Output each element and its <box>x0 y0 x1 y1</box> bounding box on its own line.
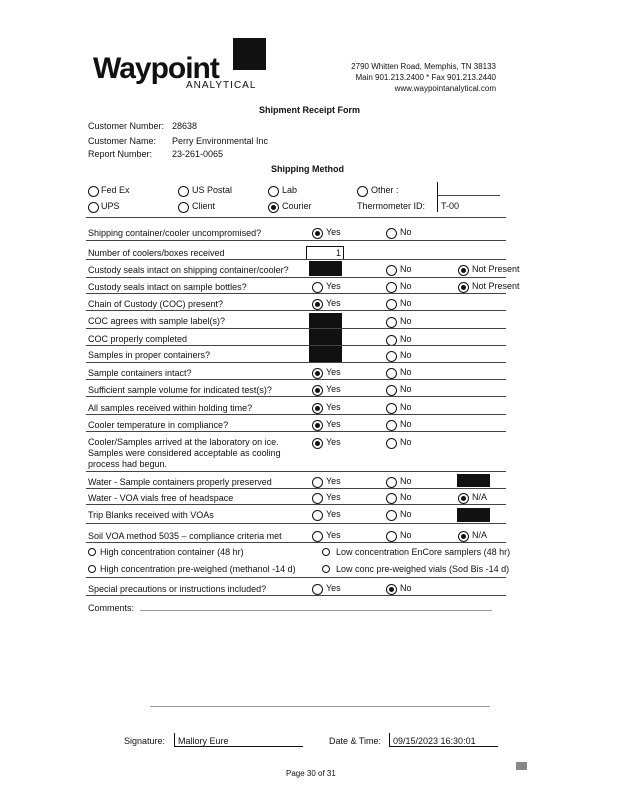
signature-value: Mallory Eure <box>178 736 229 746</box>
row-divider <box>86 328 506 329</box>
row-divider <box>86 542 506 543</box>
radio-q2-not-present[interactable] <box>458 265 469 276</box>
option-fedex: Fed Ex <box>101 185 130 195</box>
coolers-count-value: 1 <box>336 248 342 258</box>
row-divider <box>86 471 506 472</box>
radio-q12-yes[interactable] <box>312 438 323 449</box>
q10-yes-label: Yes <box>326 402 341 412</box>
customer-number-label: Customer Number: <box>88 121 165 131</box>
redaction-block <box>309 261 342 276</box>
q-arrived-on-ice-line2: Samples were considered acceptable as cooling <box>88 448 281 458</box>
radio-q13-no[interactable] <box>386 477 397 488</box>
row-divider <box>86 277 506 278</box>
radio-low-conc-encore[interactable] <box>322 548 330 556</box>
radio-q2-no[interactable] <box>386 265 397 276</box>
shipping-method-title: Shipping Method <box>271 164 344 174</box>
radio-low-conc-preweighed[interactable] <box>322 565 330 573</box>
radio-q11-no[interactable] <box>386 420 397 431</box>
row-divider <box>86 259 506 260</box>
special-yes-label: Yes <box>326 583 341 593</box>
radio-fedex[interactable] <box>88 186 99 197</box>
radio-client[interactable] <box>178 202 189 213</box>
q-arrived-on-ice-line3: process had begun. <box>88 459 168 469</box>
q14-na-label: N/A <box>472 492 488 502</box>
row-divider <box>86 431 506 432</box>
q-arrived-on-ice: Cooler/Samples arrived at the laboratory on ice. <box>88 437 279 447</box>
row-divider <box>86 488 506 489</box>
radio-q15-yes[interactable] <box>312 510 323 521</box>
radio-special-yes[interactable] <box>312 584 323 595</box>
q14-yes-label: Yes <box>326 492 341 502</box>
brand-logo-subtext: ANALYTICAL <box>186 80 257 91</box>
logo-redaction <box>233 38 266 70</box>
radio-q14-yes[interactable] <box>312 493 323 504</box>
radio-other[interactable] <box>357 186 368 197</box>
form-title: Shipment Receipt Form <box>259 105 361 115</box>
row-divider <box>86 414 506 415</box>
radio-courier[interactable] <box>268 202 279 213</box>
address-line-1: 2790 Whitten Road, Memphis, TN 38133 <box>351 62 496 71</box>
customer-number-value: 28638 <box>172 121 198 131</box>
q3-no-label: No <box>400 281 412 291</box>
option-ups: UPS <box>101 201 120 211</box>
radio-q12-no[interactable] <box>386 438 397 449</box>
soil-high-conc-preweighed: High concentration pre-weighed (methanol -14 d) <box>100 564 296 574</box>
row-divider <box>86 577 506 578</box>
radio-us-postal[interactable] <box>178 186 189 197</box>
row-divider <box>86 362 506 363</box>
radio-q8-no[interactable] <box>386 368 397 379</box>
q11-yes-label: Yes <box>326 419 341 429</box>
q8-no-label: No <box>400 367 412 377</box>
customer-name-value: Perry Environmental Inc <box>172 136 269 146</box>
address-line-2: Main 901.213.2400 * Fax 901.213.2440 <box>355 73 496 82</box>
customer-name-label: Customer Name: <box>88 136 157 146</box>
special-no-label: No <box>400 583 412 593</box>
radio-q16-no[interactable] <box>386 531 397 542</box>
q-proper-containers: Samples in proper containers? <box>88 350 211 360</box>
q4-no-label: No <box>400 298 412 308</box>
report-number-label: Report Number: <box>88 149 153 159</box>
q-holding-time: All samples received within holding time? <box>88 403 253 413</box>
q-coc-present: Chain of Custody (COC) present? <box>88 299 224 309</box>
section-divider <box>86 217 506 218</box>
q9-no-label: No <box>400 384 412 394</box>
q15-yes-label: Yes <box>326 509 341 519</box>
radio-q0-yes[interactable] <box>312 228 323 239</box>
row-divider <box>86 396 506 397</box>
q16-no-label: No <box>400 530 412 540</box>
comments-line[interactable] <box>150 706 490 707</box>
radio-q14-no[interactable] <box>386 493 397 504</box>
soil-low-conc-encore: Low concentration EnCore samplers (48 hr) <box>336 547 511 557</box>
q13-yes-label: Yes <box>326 476 341 486</box>
redaction-block <box>457 474 490 487</box>
radio-q0-no[interactable] <box>386 228 397 239</box>
q8-yes-label: Yes <box>326 367 341 377</box>
soil-high-conc-container: High concentration container (48 hr) <box>100 547 244 557</box>
q-coc-completed: COC properly completed <box>88 334 188 344</box>
radio-q8-yes[interactable] <box>312 368 323 379</box>
q13-no-label: No <box>400 476 412 486</box>
thermometer-label: Thermometer ID: <box>357 201 426 211</box>
q-special-precautions: Special precautions or instructions included? <box>88 584 267 594</box>
radio-q11-yes[interactable] <box>312 420 323 431</box>
q6-no-label: No <box>400 334 412 344</box>
radio-high-conc-container[interactable] <box>88 548 96 556</box>
q15-no-label: No <box>400 509 412 519</box>
q-shipping-container: Shipping container/cooler uncompromised? <box>88 228 262 238</box>
option-client: Client <box>192 201 216 211</box>
radio-q10-no[interactable] <box>386 403 397 414</box>
soil-low-conc-preweighed: Low conc pre-weighed vials (Sod Bis -14 d) <box>336 564 510 574</box>
q-water-preserved: Water - Sample containers properly preserved <box>88 477 272 487</box>
row-divider <box>86 293 506 294</box>
q-custody-seals-bottles: Custody seals intact on sample bottles? <box>88 282 247 292</box>
date-time-value: 09/15/2023 16:30:01 <box>393 736 476 746</box>
row-divider <box>86 310 506 311</box>
address-line-3: www.waypointanalytical.com <box>394 84 496 93</box>
q-custody-seals-cooler: Custody seals intact on shipping container/cooler? <box>88 265 289 275</box>
radio-q7-no[interactable] <box>386 351 397 362</box>
radio-q15-no[interactable] <box>386 510 397 521</box>
q-cooler-temperature: Cooler temperature in compliance? <box>88 420 229 430</box>
q16-yes-label: Yes <box>326 530 341 540</box>
q3-not-present-label: Not Present <box>472 281 520 291</box>
radio-q4-yes[interactable] <box>312 299 323 310</box>
radio-q3-not-present[interactable] <box>458 282 469 293</box>
q0-no-label: No <box>400 227 412 237</box>
q3-yes-label: Yes <box>326 281 341 291</box>
radio-lab[interactable] <box>268 186 279 197</box>
q9-yes-label: Yes <box>326 384 341 394</box>
option-us-postal: US Postal <box>192 185 233 195</box>
q-voa-headspace: Water - VOA vials free of headspace <box>88 493 234 503</box>
q14-no-label: No <box>400 492 412 502</box>
radio-q10-yes[interactable] <box>312 403 323 414</box>
brand-logo-text: Waypoint <box>93 52 219 85</box>
radio-ups[interactable] <box>88 202 99 213</box>
comments-line[interactable] <box>140 610 492 611</box>
option-courier: Courier <box>282 201 312 211</box>
q-soil-voa: Soil VOA method 5035 – compliance criteria met <box>88 531 282 541</box>
row-divider <box>86 523 506 524</box>
q4-yes-label: Yes <box>326 298 341 308</box>
q7-no-label: No <box>400 350 412 360</box>
thermometer-value[interactable]: T-00 <box>441 201 460 211</box>
radio-q3-yes[interactable] <box>312 282 323 293</box>
q16-na-label: N/A <box>472 530 488 540</box>
option-lab: Lab <box>282 185 298 195</box>
radio-q14-na[interactable] <box>458 493 469 504</box>
radio-special-no[interactable] <box>386 584 397 595</box>
redaction-block <box>309 313 342 363</box>
q11-no-label: No <box>400 419 412 429</box>
radio-q4-no[interactable] <box>386 299 397 310</box>
q2-no-label: No <box>400 264 412 274</box>
radio-q9-no[interactable] <box>386 385 397 396</box>
row-divider <box>86 595 506 596</box>
report-number-value: 23-261-0065 <box>172 149 224 159</box>
radio-q16-na[interactable] <box>458 531 469 542</box>
row-divider <box>86 379 506 380</box>
radio-q5-no[interactable] <box>386 317 397 328</box>
radio-q9-yes[interactable] <box>312 385 323 396</box>
radio-high-conc-preweighed[interactable] <box>88 565 96 573</box>
radio-q13-yes[interactable] <box>312 477 323 488</box>
radio-q16-yes[interactable] <box>312 531 323 542</box>
signature-label: Signature: <box>124 736 166 746</box>
comments-label: Comments: <box>88 603 135 613</box>
footer-mark <box>516 762 527 770</box>
q12-no-label: No <box>400 437 412 447</box>
q-number-coolers: Number of coolers/boxes received <box>88 248 225 258</box>
q-trip-blanks: Trip Blanks received with VOAs <box>88 510 214 520</box>
q12-yes-label: Yes <box>326 437 341 447</box>
redaction-block <box>457 508 490 522</box>
q-coc-agrees: COC agrees with sample label(s)? <box>88 316 226 326</box>
row-divider <box>86 240 506 241</box>
q-containers-intact: Sample containers intact? <box>88 368 192 378</box>
option-other: Other : <box>371 185 399 195</box>
row-divider <box>86 345 506 346</box>
date-time-label: Date & Time: <box>329 736 382 746</box>
page-number: Page 30 of 31 <box>286 769 336 778</box>
q0-yes-label: Yes <box>326 227 341 237</box>
q10-no-label: No <box>400 402 412 412</box>
q2-not-present-label: Not Present <box>472 264 520 274</box>
q5-no-label: No <box>400 316 412 326</box>
row-divider <box>86 504 506 505</box>
q-sufficient-volume: Sufficient sample volume for indicated test(s)? <box>88 385 272 395</box>
radio-q3-no[interactable] <box>386 282 397 293</box>
